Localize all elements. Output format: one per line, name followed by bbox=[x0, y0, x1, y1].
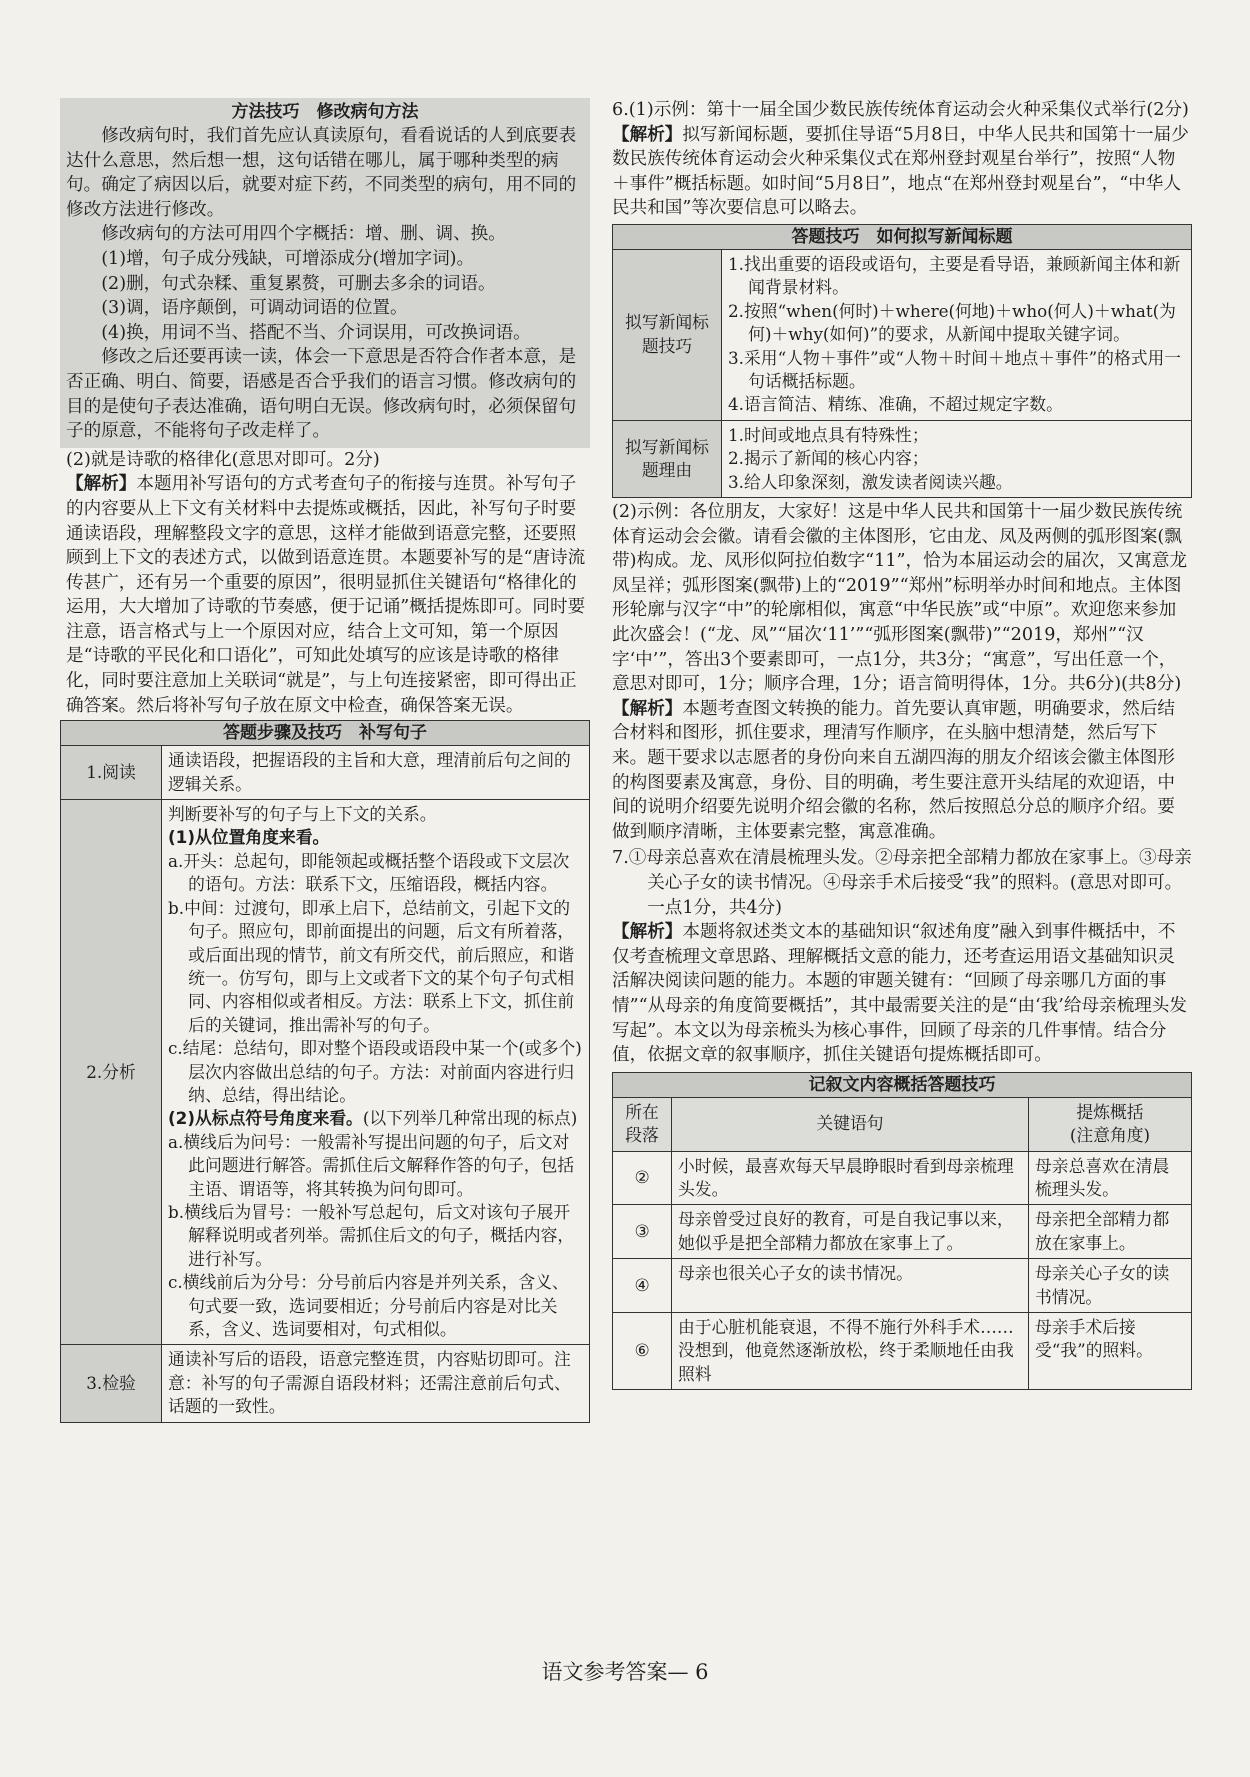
row-item: 3.采用“人物＋事件”或“人物＋时间＋地点＋事件”的格式用一句话概括标题。 bbox=[728, 347, 1182, 391]
method-para: (2)删，句式杂糅、重复累赘，可删去多余的词语。 bbox=[101, 273, 496, 294]
row-intro: 判断要补写的句子与上下文的关系。 bbox=[168, 804, 437, 825]
row-subhead: (1)从位置角度来看。 bbox=[168, 827, 330, 848]
header-line: 提炼概括 bbox=[1076, 1101, 1144, 1122]
supplement-table bbox=[60, 745, 590, 1422]
row-text: 通读补写后的语段，语意完整连贯，内容贴切即可。注意：补写的句子需源自语段材料；还需注意前后句式、话题的一致性。 bbox=[162, 1345, 590, 1422]
row-label: 2.分析 bbox=[61, 800, 162, 1345]
q7-analysis bbox=[612, 920, 1192, 1068]
row-item: 4.语言简洁、精练、准确，不超过规定字数。 bbox=[728, 394, 1063, 415]
method-para: 修改病句时，我们首先应认真读原句，看看说话的人到底要表达什么意思，然后想一想，这句话错在哪儿，属于哪种类型的病句。确定了病因以后，就要对症下药，不同类型的病句，用不同的修改方法进行修改。 bbox=[66, 126, 577, 220]
header-cell bbox=[1029, 1097, 1192, 1151]
row-item: a.横线后为问号：一般需补写提出问题的句子，后文对此问题进行解答。需抓住后文解释作答的句子，包括主语、谓语等，将其转换为问句即可。 bbox=[168, 1131, 575, 1199]
row-content bbox=[722, 249, 1192, 420]
header-cell: 所在段落 bbox=[613, 1097, 672, 1151]
row-subhead: (2)从标点符号角度来看。 bbox=[168, 1108, 363, 1129]
row-item: a.开头：总起句，即能领起或概括整个语段或下文层次的语句。方法：联系下文，压缩语段，概括内容。 bbox=[168, 850, 570, 895]
page-footer: 语文参考答案— 6 bbox=[541, 1660, 709, 1684]
row-label: 1.阅读 bbox=[61, 746, 162, 800]
table-row bbox=[61, 746, 590, 800]
method-box bbox=[60, 98, 590, 448]
row-item: 2.揭示了新闻的核心内容； bbox=[728, 448, 929, 469]
table-row bbox=[613, 1259, 1192, 1313]
table-row bbox=[613, 249, 1192, 420]
para-number: ④ bbox=[613, 1259, 672, 1313]
header-line: (注意角度) bbox=[1069, 1125, 1151, 1146]
table-row bbox=[613, 1312, 1192, 1389]
supplement-table-wrap bbox=[60, 720, 590, 1422]
summary-table-wrap bbox=[612, 1072, 1192, 1390]
supplement-table-title: 答题步骤及技巧 补写句子 bbox=[60, 720, 590, 745]
analysis-text: 本题用补写语句的方式考查句子的衔接与连贯。补写句子的内容要从上下文有关材料中去提炼或概括，因此，补写句子时要通读语段，理解整段文字的意思，这样才能做到语意完整，还要照顾到上下文的表述方式，以做到语意连贯。本题要补写的是“唐诗流传甚广，还有另一个重要的原因”，很明显抓住关键语句“格律化的运用，大大增加了诗歌的节奏感，便于记诵”概括提炼即可。同时要注意，语言格式与上一个原因对应，结合上文可知，第一个原因是“诗歌的平民化和口语化”，可知此处填写的应该是诗歌的格律化，同时要注意加上关联词“就是”，与上句连接紧密，即可得出正确答案。然后将补写句子放在原文中检查，确保答案无误。 bbox=[66, 474, 586, 716]
method-para: 修改之后还要再读一读，体会一下意思是否符合作者本意，是否正确、明白、简要，语感是否合乎我们的语言习惯。修改病句的目的是使句子表达准确，语句明白无误。修改病句时，必须保留句子的原意，不能将句子改走样了。 bbox=[66, 347, 577, 442]
row-item: 1.找出重要的语段或语句，主要是看导语，兼顾新闻主体和新闻背景材料。 bbox=[728, 253, 1181, 298]
left-column bbox=[60, 98, 590, 1423]
analysis-label: 【解析】 bbox=[66, 474, 137, 495]
analysis-text: 本题考查图文转换的能力。首先要认真审题，明确要求，然后结合材料和图形，抓住要求，理清写作顺序，在头脑中想清楚，然后写下来。题干要求以志愿者的身份向来自五湖四海的朋友介绍该会徽主体图形的构图要素及寓意，身份、目的明确，考生要注意开头结尾的欢迎语，中间的说明介绍要先说明介绍会徽的名称，然后按照总分总的顺序介绍。要做到顺序清晰，主体要素完整，寓意准确。 bbox=[612, 698, 1176, 842]
method-para: (1)增，句子成分残缺，可增添成分(增加字词)。 bbox=[101, 248, 475, 269]
q2-analysis bbox=[60, 472, 590, 718]
method-para: (3)调，语序颠倒，可调动词语的位置。 bbox=[101, 298, 408, 319]
row-item: b.横线后为冒号：一般补写总起句，后文对该句子展开解释说明或者列举。需抓住后文的句子，概括内容，进行补写。 bbox=[168, 1201, 575, 1269]
para-number: ② bbox=[613, 1151, 672, 1205]
key-sentence: 母亲曾受过良好的教育，可是自我记事以来，她似乎是把全部精力都放在家事上了。 bbox=[672, 1205, 1029, 1259]
header-cell: 关键语句 bbox=[672, 1097, 1029, 1151]
para-number: ⑥ bbox=[613, 1312, 672, 1389]
row-item: b.中间：过渡句，即承上启下，总结前文，引起下文的句子。照应句，即前面提出的问题，后文有所着落，或后面出现的情节，前文有所交代，前后照应，和谐统一。仿写句，即与上文或者下文的某个句子句式相同、内容相似或者相反。方法：联系上下文，抓住前后的关键词，推出需补写的句子。 bbox=[168, 897, 575, 1035]
right-column bbox=[612, 98, 1192, 1390]
q6-1-answer: 6.(1)示例：第十一届全国少数民族传统体育运动会火种采集仪式举行(2分) bbox=[612, 100, 1189, 120]
headline-table-wrap bbox=[612, 224, 1192, 498]
row-label: 拟写新闻标题技巧 bbox=[613, 249, 722, 420]
row-content bbox=[162, 800, 590, 1345]
method-para: 修改病句的方法可用四个字概括：增、删、调、换。 bbox=[101, 224, 506, 245]
row-subhead-line bbox=[168, 1107, 583, 1130]
table-header-row bbox=[613, 1097, 1192, 1151]
q6-1-analysis bbox=[612, 123, 1192, 221]
row-label: 3.检验 bbox=[61, 1345, 162, 1422]
q7-answer: 7.①母亲总喜欢在清晨梳理头发。②母亲把全部精力都放在家事上。③母亲关心子女的读书情况。④母亲手术后接受“我”的照料。(意思对即可。一点1分，共4分) bbox=[612, 848, 1192, 918]
table-row bbox=[61, 800, 590, 1345]
key-sentence: 小时候，最喜欢每天早晨睁眼时看到母亲梳理头发。 bbox=[672, 1151, 1029, 1205]
analysis-label: 【解析】 bbox=[612, 698, 683, 719]
summary-table bbox=[612, 1097, 1192, 1390]
analysis-label: 【解析】 bbox=[612, 922, 683, 943]
q2-answer: (2)就是诗歌的格律化(意思对即可。2分) bbox=[66, 449, 380, 470]
headline-table-title: 答题技巧 如何拟写新闻标题 bbox=[612, 224, 1192, 249]
headline-table bbox=[612, 249, 1192, 498]
row-label: 拟写新闻标题理由 bbox=[613, 420, 722, 497]
key-sentence: 母亲也很关心子女的读书情况。 bbox=[672, 1259, 1029, 1313]
analysis-text: 拟写新闻标题，要抓住导语“5月8日，中华人民共和国第十一届少数民族传统体育运动会火种采集仪式在郑州登封观星台举行”，按照“人物＋事件”概括标题。如时间“5月8日”，地点“在郑州登封观星台”，“中华人民共和国”等次要信息可以略去。 bbox=[612, 124, 1189, 219]
table-row bbox=[613, 1151, 1192, 1205]
row-item: c.横线前后为分号：分号前后内容是并列关系，含义、句式要一致，选词要相近；分号前后内容是对比关系，含义、选词要相对，句式相似。 bbox=[168, 1272, 569, 1339]
key-sentence: 由于心脏机能衰退，不得不施行外科手术……没想到，他竟然逐渐放松，终于柔顺地任由我照料 bbox=[672, 1312, 1029, 1389]
analysis-text: 本题将叙述类文本的基础知识“叙述角度”融入到事件概括中，不仅考查梳理文章思路、理解概括文意的能力，还考查运用语文基础知识灵活解决阅读问题的能力。本题的审题关键有：“回顾了母亲哪几方面的事情”“从母亲的角度简要概括”，其中最需要关注的是“由‘我’给母亲梳理头发写起”。本文以为母亲梳头为核心事件，回顾了母亲的几件事情。结合分值，依据文章的叙事顺序，抓住关键语句提炼概括即可。 bbox=[612, 922, 1187, 1066]
row-subhead-tail: (以下列举几种常出现的标点) bbox=[362, 1108, 578, 1129]
summary-cell: 母亲关心子女的读书情况。 bbox=[1029, 1259, 1192, 1313]
analysis-label: 【解析】 bbox=[612, 124, 683, 145]
summary-cell: 母亲把全部精力都放在家事上。 bbox=[1029, 1205, 1192, 1259]
q6-2-answer: (2)示例：各位朋友，大家好！这是中华人民共和国第十一届少数民族传统体育运动会会徽。请看会徽的主体图形，它由龙、凤及两侧的弧形图案(飘带)构成。龙、凤形似阿拉伯数字“11”，恰为本届运动会的届次，又寓意龙凤呈祥；弧形图案(飘带)上的“2019”“郑州”标明举办时间和地点。主体图形轮廓与汉字“中”的轮廓相似，寓意“中华民族”或“中原”。欢迎您来参加此次盛会！(“龙、凤”“届次‘11’”“弧形图案(飘带)”“2019，郑州”“汉字‘中’”，答出3个要素即可，一点1分，共3分；“寓意”，写出任意一个，意思对即可，1分；顺序合理，1分；语言简明得体，1分。共6分)(共8分) bbox=[612, 502, 1188, 695]
summary-cell: 母亲总喜欢在清晨梳理头发。 bbox=[1029, 1151, 1192, 1205]
method-para: (4)换，用词不当、搭配不当、介词误用，可改换词语。 bbox=[101, 322, 531, 343]
row-item: 3.给人印象深刻，激发读者阅读兴趣。 bbox=[728, 471, 1013, 492]
table-row bbox=[613, 420, 1192, 497]
row-text: 通读语段，把握语段的主旨和大意，理清前后句之间的逻辑关系。 bbox=[162, 746, 590, 800]
row-item: 1.时间或地点具有特殊性； bbox=[728, 424, 929, 445]
summary-cell: 母亲手术后接受“我”的照料。 bbox=[1029, 1312, 1192, 1389]
row-content bbox=[722, 420, 1192, 497]
method-box-title: 方法技巧 修改病句方法 bbox=[231, 102, 419, 122]
q6-2-analysis bbox=[612, 697, 1192, 845]
row-item: 2.按照“when(何时)＋where(何地)＋who(何人)＋what(为何)＋why(如何)”的要求，从新闻中提取关键字词。 bbox=[728, 300, 1176, 345]
row-item: c.结尾：总结句，即对整个语段或语段中某一个(或多个)层次内容做出总结的句子。方法：对前面内容进行归纳、总结，得出结论。 bbox=[168, 1038, 582, 1105]
summary-table-title: 记叙文内容概括答题技巧 bbox=[612, 1072, 1192, 1097]
table-row bbox=[613, 1205, 1192, 1259]
table-row bbox=[61, 1345, 590, 1422]
para-number: ③ bbox=[613, 1205, 672, 1259]
